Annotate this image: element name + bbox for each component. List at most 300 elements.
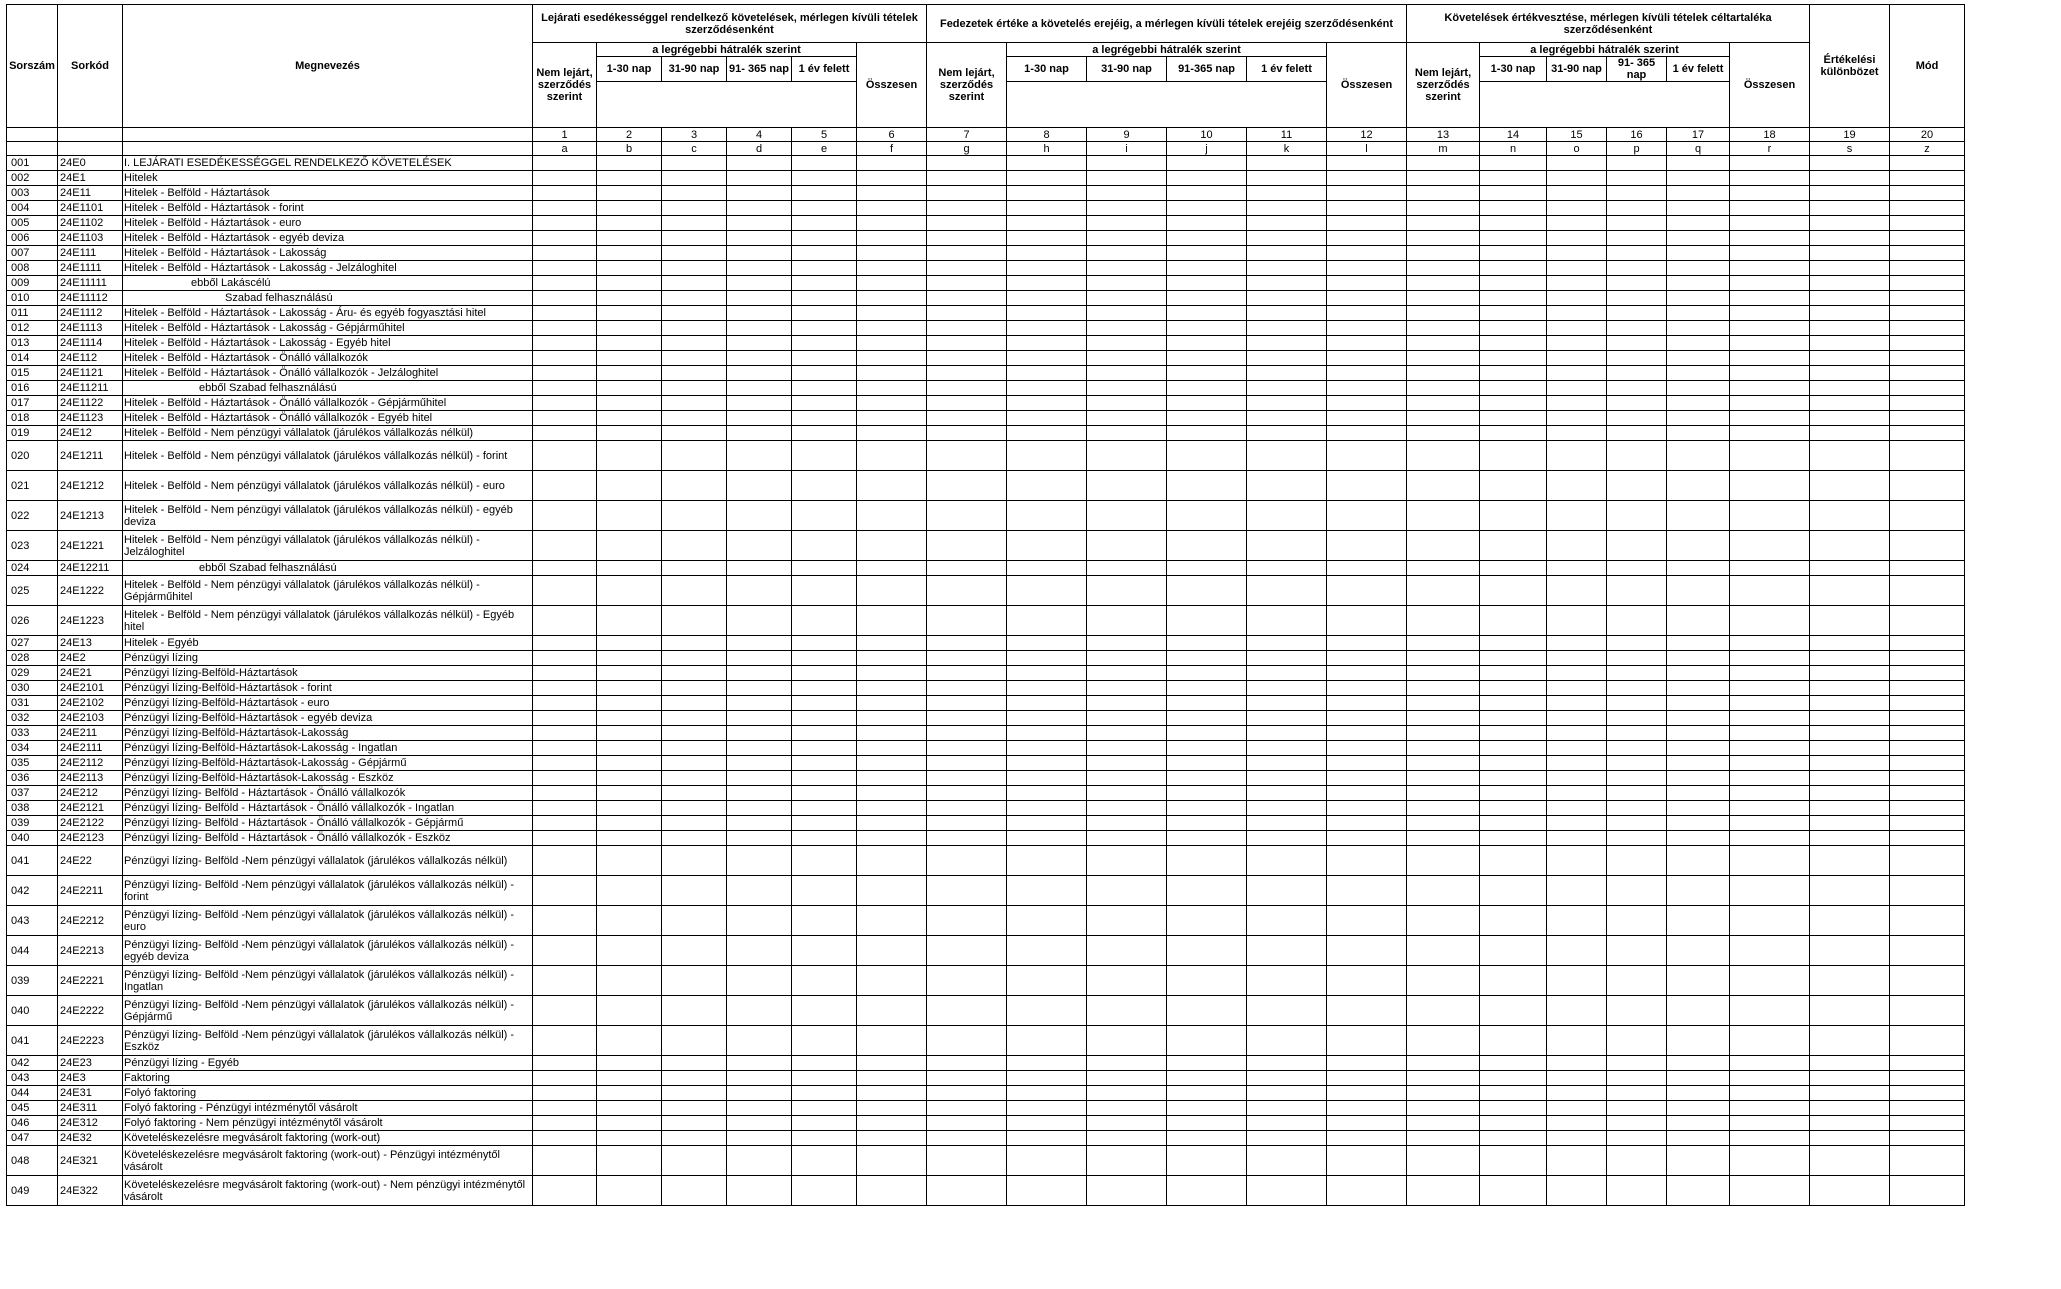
value-cell[interactable] <box>1327 576 1407 606</box>
value-cell[interactable] <box>1810 1146 1890 1176</box>
value-cell[interactable] <box>1810 831 1890 846</box>
value-cell[interactable] <box>1890 201 1965 216</box>
value-cell[interactable] <box>1667 291 1730 306</box>
value-cell[interactable] <box>1247 816 1327 831</box>
value-cell[interactable] <box>792 1116 857 1131</box>
value-cell[interactable] <box>1407 501 1480 531</box>
value-cell[interactable] <box>597 681 662 696</box>
value-cell[interactable] <box>1007 816 1087 831</box>
value-cell[interactable] <box>1247 831 1327 846</box>
value-cell[interactable] <box>927 291 1007 306</box>
value-cell[interactable] <box>1087 441 1167 471</box>
value-cell[interactable] <box>1327 1071 1407 1086</box>
value-cell[interactable] <box>857 666 927 681</box>
value-cell[interactable] <box>1167 651 1247 666</box>
value-cell[interactable] <box>1167 966 1247 996</box>
value-cell[interactable] <box>533 666 597 681</box>
value-cell[interactable] <box>1247 381 1327 396</box>
value-cell[interactable] <box>1667 1086 1730 1101</box>
value-cell[interactable] <box>792 576 857 606</box>
value-cell[interactable] <box>1167 831 1247 846</box>
value-cell[interactable] <box>1327 666 1407 681</box>
value-cell[interactable] <box>1247 411 1327 426</box>
value-cell[interactable] <box>1247 171 1327 186</box>
value-cell[interactable] <box>1547 606 1607 636</box>
value-cell[interactable] <box>533 996 597 1026</box>
value-cell[interactable] <box>662 1071 727 1086</box>
value-cell[interactable] <box>1810 666 1890 681</box>
value-cell[interactable] <box>1407 1026 1480 1056</box>
value-cell[interactable] <box>1480 411 1547 426</box>
value-cell[interactable] <box>927 231 1007 246</box>
value-cell[interactable] <box>727 636 792 651</box>
value-cell[interactable] <box>662 186 727 201</box>
value-cell[interactable] <box>1167 906 1247 936</box>
value-cell[interactable] <box>1480 156 1547 171</box>
value-cell[interactable] <box>792 261 857 276</box>
value-cell[interactable] <box>792 426 857 441</box>
value-cell[interactable] <box>857 966 927 996</box>
value-cell[interactable] <box>1547 441 1607 471</box>
value-cell[interactable] <box>1007 396 1087 411</box>
value-cell[interactable] <box>1730 216 1810 231</box>
value-cell[interactable] <box>1007 636 1087 651</box>
value-cell[interactable] <box>1480 741 1547 756</box>
value-cell[interactable] <box>1247 351 1327 366</box>
value-cell[interactable] <box>727 216 792 231</box>
value-cell[interactable] <box>1890 696 1965 711</box>
value-cell[interactable] <box>1810 336 1890 351</box>
value-cell[interactable] <box>1890 246 1965 261</box>
value-cell[interactable] <box>1167 1056 1247 1071</box>
value-cell[interactable] <box>662 576 727 606</box>
value-cell[interactable] <box>1607 186 1667 201</box>
value-cell[interactable] <box>1247 606 1327 636</box>
value-cell[interactable] <box>1547 531 1607 561</box>
value-cell[interactable] <box>662 741 727 756</box>
value-cell[interactable] <box>1480 216 1547 231</box>
value-cell[interactable] <box>1547 321 1607 336</box>
value-cell[interactable] <box>1247 741 1327 756</box>
value-cell[interactable] <box>1547 876 1607 906</box>
value-cell[interactable] <box>792 321 857 336</box>
value-cell[interactable] <box>1810 381 1890 396</box>
value-cell[interactable] <box>1327 531 1407 561</box>
value-cell[interactable] <box>1087 186 1167 201</box>
value-cell[interactable] <box>662 816 727 831</box>
value-cell[interactable] <box>1547 831 1607 846</box>
value-cell[interactable] <box>1327 186 1407 201</box>
value-cell[interactable] <box>533 276 597 291</box>
value-cell[interactable] <box>1167 471 1247 501</box>
value-cell[interactable] <box>1247 726 1327 741</box>
value-cell[interactable] <box>662 381 727 396</box>
value-cell[interactable] <box>533 186 597 201</box>
value-cell[interactable] <box>927 606 1007 636</box>
value-cell[interactable] <box>1480 441 1547 471</box>
value-cell[interactable] <box>927 171 1007 186</box>
value-cell[interactable] <box>597 1071 662 1086</box>
value-cell[interactable] <box>1087 381 1167 396</box>
value-cell[interactable] <box>1607 681 1667 696</box>
value-cell[interactable] <box>1407 156 1480 171</box>
value-cell[interactable] <box>1407 831 1480 846</box>
value-cell[interactable] <box>1247 1131 1327 1146</box>
value-cell[interactable] <box>1247 201 1327 216</box>
value-cell[interactable] <box>1087 996 1167 1026</box>
value-cell[interactable] <box>1407 1056 1480 1071</box>
value-cell[interactable] <box>1480 396 1547 411</box>
value-cell[interactable] <box>1480 1026 1547 1056</box>
value-cell[interactable] <box>597 996 662 1026</box>
value-cell[interactable] <box>1607 801 1667 816</box>
value-cell[interactable] <box>1607 231 1667 246</box>
value-cell[interactable] <box>533 156 597 171</box>
value-cell[interactable] <box>1547 1146 1607 1176</box>
value-cell[interactable] <box>1810 876 1890 906</box>
value-cell[interactable] <box>1087 936 1167 966</box>
value-cell[interactable] <box>792 711 857 726</box>
value-cell[interactable] <box>597 696 662 711</box>
value-cell[interactable] <box>1407 426 1480 441</box>
value-cell[interactable] <box>927 1176 1007 1206</box>
value-cell[interactable] <box>597 501 662 531</box>
value-cell[interactable] <box>927 1116 1007 1131</box>
value-cell[interactable] <box>1607 261 1667 276</box>
value-cell[interactable] <box>597 651 662 666</box>
value-cell[interactable] <box>857 816 927 831</box>
value-cell[interactable] <box>1480 1176 1547 1206</box>
value-cell[interactable] <box>1810 1101 1890 1116</box>
value-cell[interactable] <box>1810 351 1890 366</box>
value-cell[interactable] <box>1667 1176 1730 1206</box>
value-cell[interactable] <box>857 681 927 696</box>
value-cell[interactable] <box>1667 606 1730 636</box>
value-cell[interactable] <box>1407 1176 1480 1206</box>
value-cell[interactable] <box>927 831 1007 846</box>
value-cell[interactable] <box>927 261 1007 276</box>
value-cell[interactable] <box>792 876 857 906</box>
value-cell[interactable] <box>597 171 662 186</box>
value-cell[interactable] <box>1890 411 1965 426</box>
value-cell[interactable] <box>1607 936 1667 966</box>
value-cell[interactable] <box>727 1026 792 1056</box>
value-cell[interactable] <box>1607 1131 1667 1146</box>
value-cell[interactable] <box>1327 651 1407 666</box>
value-cell[interactable] <box>1007 1056 1087 1071</box>
value-cell[interactable] <box>857 786 927 801</box>
value-cell[interactable] <box>1607 156 1667 171</box>
value-cell[interactable] <box>1407 351 1480 366</box>
value-cell[interactable] <box>1087 1071 1167 1086</box>
value-cell[interactable] <box>662 801 727 816</box>
value-cell[interactable] <box>533 261 597 276</box>
value-cell[interactable] <box>792 186 857 201</box>
value-cell[interactable] <box>597 666 662 681</box>
value-cell[interactable] <box>1730 816 1810 831</box>
value-cell[interactable] <box>1247 681 1327 696</box>
value-cell[interactable] <box>597 351 662 366</box>
value-cell[interactable] <box>662 1131 727 1146</box>
value-cell[interactable] <box>1407 666 1480 681</box>
value-cell[interactable] <box>1730 321 1810 336</box>
value-cell[interactable] <box>1480 366 1547 381</box>
value-cell[interactable] <box>727 576 792 606</box>
value-cell[interactable] <box>1327 726 1407 741</box>
value-cell[interactable] <box>927 996 1007 1026</box>
value-cell[interactable] <box>727 831 792 846</box>
value-cell[interactable] <box>1730 966 1810 996</box>
value-cell[interactable] <box>927 741 1007 756</box>
value-cell[interactable] <box>597 846 662 876</box>
value-cell[interactable] <box>597 1176 662 1206</box>
value-cell[interactable] <box>927 696 1007 711</box>
value-cell[interactable] <box>662 306 727 321</box>
value-cell[interactable] <box>727 1176 792 1206</box>
value-cell[interactable] <box>1890 1056 1965 1071</box>
value-cell[interactable] <box>1007 186 1087 201</box>
value-cell[interactable] <box>927 906 1007 936</box>
value-cell[interactable] <box>533 1116 597 1131</box>
value-cell[interactable] <box>1327 966 1407 996</box>
value-cell[interactable] <box>1667 936 1730 966</box>
value-cell[interactable] <box>857 846 927 876</box>
value-cell[interactable] <box>1667 876 1730 906</box>
value-cell[interactable] <box>597 216 662 231</box>
value-cell[interactable] <box>1327 1101 1407 1116</box>
value-cell[interactable] <box>792 726 857 741</box>
value-cell[interactable] <box>727 936 792 966</box>
value-cell[interactable] <box>1247 471 1327 501</box>
value-cell[interactable] <box>1167 846 1247 876</box>
value-cell[interactable] <box>927 1101 1007 1116</box>
value-cell[interactable] <box>1407 1131 1480 1146</box>
value-cell[interactable] <box>1730 996 1810 1026</box>
value-cell[interactable] <box>1730 426 1810 441</box>
value-cell[interactable] <box>727 1086 792 1101</box>
value-cell[interactable] <box>857 1086 927 1101</box>
value-cell[interactable] <box>1087 306 1167 321</box>
value-cell[interactable] <box>1667 156 1730 171</box>
value-cell[interactable] <box>1547 996 1607 1026</box>
value-cell[interactable] <box>1087 1176 1167 1206</box>
value-cell[interactable] <box>1480 801 1547 816</box>
value-cell[interactable] <box>1890 156 1965 171</box>
value-cell[interactable] <box>1480 996 1547 1026</box>
value-cell[interactable] <box>857 936 927 966</box>
value-cell[interactable] <box>1667 996 1730 1026</box>
value-cell[interactable] <box>1607 396 1667 411</box>
value-cell[interactable] <box>1327 336 1407 351</box>
value-cell[interactable] <box>597 876 662 906</box>
value-cell[interactable] <box>1607 606 1667 636</box>
value-cell[interactable] <box>727 666 792 681</box>
value-cell[interactable] <box>727 1116 792 1131</box>
value-cell[interactable] <box>1730 1026 1810 1056</box>
value-cell[interactable] <box>1810 171 1890 186</box>
value-cell[interactable] <box>727 186 792 201</box>
value-cell[interactable] <box>1480 1056 1547 1071</box>
value-cell[interactable] <box>533 426 597 441</box>
value-cell[interactable] <box>1890 801 1965 816</box>
value-cell[interactable] <box>1247 651 1327 666</box>
value-cell[interactable] <box>1480 186 1547 201</box>
value-cell[interactable] <box>1247 696 1327 711</box>
value-cell[interactable] <box>1730 366 1810 381</box>
value-cell[interactable] <box>927 966 1007 996</box>
value-cell[interactable] <box>1480 381 1547 396</box>
value-cell[interactable] <box>1667 396 1730 411</box>
value-cell[interactable] <box>927 276 1007 291</box>
value-cell[interactable] <box>1607 846 1667 876</box>
value-cell[interactable] <box>1810 801 1890 816</box>
value-cell[interactable] <box>1667 696 1730 711</box>
value-cell[interactable] <box>1810 291 1890 306</box>
value-cell[interactable] <box>1167 576 1247 606</box>
value-cell[interactable] <box>792 246 857 261</box>
value-cell[interactable] <box>533 711 597 726</box>
value-cell[interactable] <box>1407 696 1480 711</box>
value-cell[interactable] <box>1480 681 1547 696</box>
value-cell[interactable] <box>1167 636 1247 651</box>
value-cell[interactable] <box>1607 531 1667 561</box>
value-cell[interactable] <box>1667 261 1730 276</box>
value-cell[interactable] <box>727 756 792 771</box>
value-cell[interactable] <box>1480 1101 1547 1116</box>
value-cell[interactable] <box>1730 351 1810 366</box>
value-cell[interactable] <box>1327 366 1407 381</box>
value-cell[interactable] <box>927 666 1007 681</box>
value-cell[interactable] <box>1480 726 1547 741</box>
value-cell[interactable] <box>1667 306 1730 321</box>
value-cell[interactable] <box>1667 1026 1730 1056</box>
value-cell[interactable] <box>1007 906 1087 936</box>
value-cell[interactable] <box>1810 216 1890 231</box>
value-cell[interactable] <box>662 426 727 441</box>
value-cell[interactable] <box>927 501 1007 531</box>
value-cell[interactable] <box>792 411 857 426</box>
value-cell[interactable] <box>927 186 1007 201</box>
value-cell[interactable] <box>1667 1131 1730 1146</box>
value-cell[interactable] <box>1730 291 1810 306</box>
value-cell[interactable] <box>597 1101 662 1116</box>
value-cell[interactable] <box>1327 771 1407 786</box>
value-cell[interactable] <box>927 1026 1007 1056</box>
value-cell[interactable] <box>1407 531 1480 561</box>
value-cell[interactable] <box>727 291 792 306</box>
value-cell[interactable] <box>1407 321 1480 336</box>
value-cell[interactable] <box>1167 1101 1247 1116</box>
value-cell[interactable] <box>662 606 727 636</box>
value-cell[interactable] <box>857 696 927 711</box>
value-cell[interactable] <box>1167 426 1247 441</box>
value-cell[interactable] <box>1247 501 1327 531</box>
value-cell[interactable] <box>597 786 662 801</box>
value-cell[interactable] <box>533 1026 597 1056</box>
value-cell[interactable] <box>1327 561 1407 576</box>
value-cell[interactable] <box>1480 231 1547 246</box>
value-cell[interactable] <box>727 786 792 801</box>
value-cell[interactable] <box>533 1131 597 1146</box>
value-cell[interactable] <box>1247 156 1327 171</box>
value-cell[interactable] <box>792 966 857 996</box>
value-cell[interactable] <box>533 696 597 711</box>
value-cell[interactable] <box>533 501 597 531</box>
value-cell[interactable] <box>1327 786 1407 801</box>
value-cell[interactable] <box>1607 636 1667 651</box>
value-cell[interactable] <box>1607 906 1667 936</box>
value-cell[interactable] <box>1087 576 1167 606</box>
value-cell[interactable] <box>1667 351 1730 366</box>
value-cell[interactable] <box>597 1026 662 1056</box>
value-cell[interactable] <box>857 906 927 936</box>
value-cell[interactable] <box>1730 906 1810 936</box>
value-cell[interactable] <box>1547 396 1607 411</box>
value-cell[interactable] <box>792 846 857 876</box>
value-cell[interactable] <box>857 1056 927 1071</box>
value-cell[interactable] <box>927 1146 1007 1176</box>
value-cell[interactable] <box>1087 321 1167 336</box>
value-cell[interactable] <box>1730 231 1810 246</box>
value-cell[interactable] <box>727 996 792 1026</box>
value-cell[interactable] <box>727 261 792 276</box>
value-cell[interactable] <box>1247 1071 1327 1086</box>
value-cell[interactable] <box>1730 561 1810 576</box>
value-cell[interactable] <box>1007 351 1087 366</box>
value-cell[interactable] <box>662 681 727 696</box>
value-cell[interactable] <box>1730 171 1810 186</box>
value-cell[interactable] <box>792 531 857 561</box>
value-cell[interactable] <box>533 906 597 936</box>
value-cell[interactable] <box>1607 771 1667 786</box>
value-cell[interactable] <box>792 816 857 831</box>
value-cell[interactable] <box>1667 651 1730 666</box>
value-cell[interactable] <box>1167 996 1247 1026</box>
value-cell[interactable] <box>1890 1146 1965 1176</box>
value-cell[interactable] <box>927 1086 1007 1101</box>
value-cell[interactable] <box>792 1026 857 1056</box>
value-cell[interactable] <box>533 651 597 666</box>
value-cell[interactable] <box>927 1056 1007 1071</box>
value-cell[interactable] <box>1890 261 1965 276</box>
value-cell[interactable] <box>1087 711 1167 726</box>
value-cell[interactable] <box>1667 426 1730 441</box>
value-cell[interactable] <box>1730 666 1810 681</box>
value-cell[interactable] <box>1327 636 1407 651</box>
value-cell[interactable] <box>857 831 927 846</box>
value-cell[interactable] <box>1480 1116 1547 1131</box>
value-cell[interactable] <box>1007 846 1087 876</box>
value-cell[interactable] <box>662 246 727 261</box>
value-cell[interactable] <box>1607 756 1667 771</box>
value-cell[interactable] <box>1327 306 1407 321</box>
value-cell[interactable] <box>792 1176 857 1206</box>
value-cell[interactable] <box>1087 666 1167 681</box>
value-cell[interactable] <box>533 1176 597 1206</box>
value-cell[interactable] <box>1890 681 1965 696</box>
value-cell[interactable] <box>1167 756 1247 771</box>
value-cell[interactable] <box>1327 996 1407 1026</box>
value-cell[interactable] <box>1547 816 1607 831</box>
value-cell[interactable] <box>533 321 597 336</box>
value-cell[interactable] <box>792 1131 857 1146</box>
value-cell[interactable] <box>1667 441 1730 471</box>
value-cell[interactable] <box>1087 756 1167 771</box>
value-cell[interactable] <box>662 366 727 381</box>
value-cell[interactable] <box>1607 1116 1667 1131</box>
value-cell[interactable] <box>1480 576 1547 606</box>
value-cell[interactable] <box>727 846 792 876</box>
